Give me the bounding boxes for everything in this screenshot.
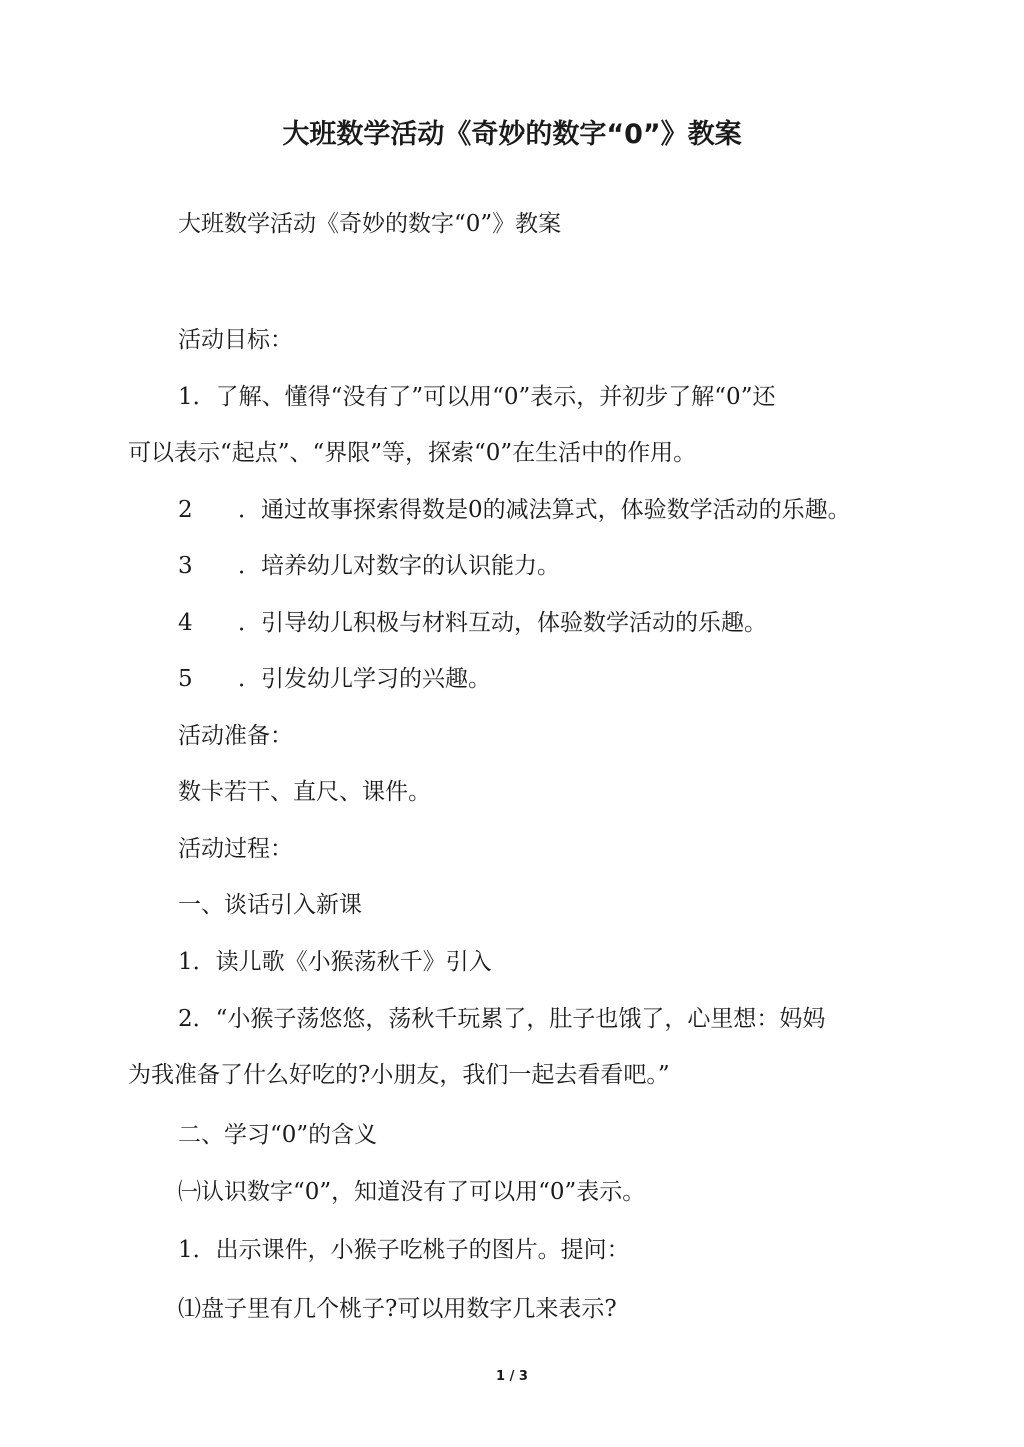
prep-heading: 活动准备： <box>178 723 293 749</box>
section-1-heading: 一、谈话引入新课 <box>178 892 362 918</box>
goal-text: ．培养幼儿对数字的认识能力。 <box>238 553 560 579</box>
goal-1-line-2: 可以表示“起点”、“界限”等，探索“0”在生活中的作用。 <box>128 440 697 466</box>
goal-text: ．通过故事探索得数是0的减法算式，体验数学活动的乐趣。 <box>238 497 851 523</box>
process-heading: 活动过程： <box>178 836 293 862</box>
step-2-line-1: 2．“小猴子荡悠悠，荡秋千玩累了，肚子也饿了，心里想：妈妈 <box>178 1006 826 1032</box>
step-1: 1．读儿歌《小猴荡秋千》引入 <box>178 949 492 975</box>
page-number: 1 / 3 <box>496 1369 528 1384</box>
question-1: ⑴盘子里有几个桃子?可以用数字几来表示? <box>178 1296 617 1322</box>
prep-text: 数卡若干、直尺、课件。 <box>178 779 431 805</box>
goal-number: 2 <box>178 497 193 523</box>
section-2-heading: 二、学习“0”的含义 <box>178 1122 378 1148</box>
goal-3 <box>178 549 560 583</box>
goal-number: 3 <box>178 553 193 579</box>
goal-5 <box>178 662 491 696</box>
goal-text: ．引导幼儿积极与材料互动，体验数学活动的乐趣。 <box>238 610 767 636</box>
document-title: 大班数学活动《奇妙的数字“0”》教案 <box>282 119 742 150</box>
step-3: 1．出示课件，小猴子吃桃子的图片。提问： <box>178 1237 630 1263</box>
goals-heading: 活动目标： <box>178 327 293 353</box>
subsection-1: ㈠认识数字“0”，知道没有了可以用“0”表示。 <box>178 1179 646 1205</box>
goal-text: ．引发幼儿学习的兴趣。 <box>238 666 491 692</box>
goal-number: 5 <box>178 666 193 692</box>
goal-number: 4 <box>178 610 193 636</box>
goal-4 <box>178 606 767 640</box>
document-subtitle: 大班数学活动《奇妙的数字“0”》教案 <box>178 211 562 237</box>
goal-2 <box>178 493 851 527</box>
step-2-line-2: 为我准备了什么好吃的?小朋友，我们一起去看看吧。” <box>128 1062 670 1088</box>
goal-1-line-1: 1．了解、懂得“没有了”可以用“0”表示，并初步了解“0”还 <box>178 384 776 410</box>
